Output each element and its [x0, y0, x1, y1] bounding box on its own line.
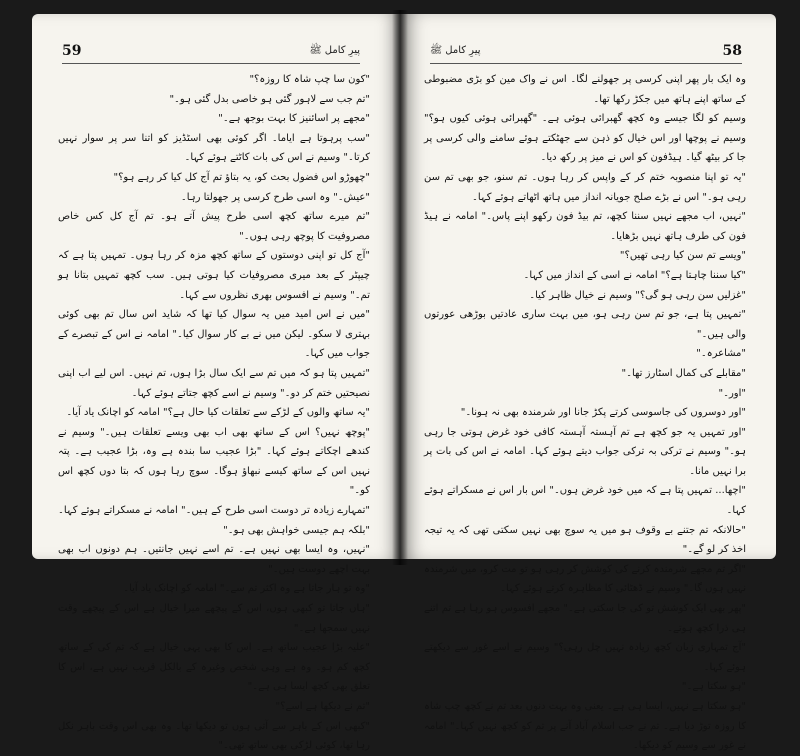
paragraph: "مقابلے کی کمال اسٹارز تھا۔": [621, 367, 746, 379]
paragraph: "آج کل تو اپنی دوستوں کے ساتھ کچھ مزہ کر رہا ہوں۔ تمہیں پتا ہے کہ چیپٹر کے بعد میری مصروفیات کیا ہوتی ہیں۔ سب کچھ تمہیں بتانا ہو تم۔" وسیم نے افسوس بھری نظروں سے کہا۔: [58, 250, 370, 301]
paragraph: "حالانکہ تم جتنے بے وقوف ہو میں یہ سوچ بھی نہیں سکتی تھی کہ یہ تیجہ اخذ کر لو گے۔": [424, 524, 746, 556]
paragraph: "تمہیں پتا ہو کہ میں تم سے ایک سال بڑا ہوں، تم نہیں۔ اس لیے اب اپنی نصیحتیں ختم کر دو۔" وسیم نے اسے کچھ جتاتے ہوئے کہا۔: [58, 367, 370, 399]
left-page-number: 59: [62, 43, 82, 59]
paragraph: وسیم کو لگا جیسے وہ کچھ گھبرائی ہوئی ہے۔ "گھبرائی ہوئی کیوں ہو؟" وسیم نے پوچھا اور اس خیال کو ذہن سے جھٹکتے ہوئے سامنے والی کرسی پر جا کر بیٹھ گیا۔ ہیڈفون کو اس نے میز پر رکھ دیا۔: [424, 113, 746, 164]
paragraph: "تم نے دیکھا ہے اسے؟": [275, 701, 370, 712]
paragraph: "علیہ بڑا عجیب ساتھ ہے۔ اس کا بھی یہی خیال ہے کہ تم کی کے ساتھ کچھ کم ہو۔ وہ ہے وہی شخص وغیرہ کے بالکل قریب نہیں ہے، اس کا تعلق بھی کچھ ایسا ہی ہے۔": [58, 642, 370, 693]
paragraph: "غزلیں سن رہی ہو گی؟" وسیم نے خیال ظاہر کیا۔: [529, 289, 746, 301]
right-page-header: [430, 42, 742, 64]
left-page: [32, 14, 400, 752]
paragraph: "تمہیں پتا ہے، جو تم سن رہی ہو، میں بہت ساری عادتیں بوڑھی عورتوں والی ہیں۔": [424, 309, 746, 340]
right-page-number: 58: [722, 43, 742, 59]
paragraph: "ویسے تم سن کیا رہی تھیں؟": [619, 250, 746, 262]
book-gutter-shadow: [392, 10, 408, 565]
paragraph: وہ ایک بار پھر اپنی کرسی پر جھولنے لگا۔ اس نے واک مین کو بڑی مضبوطی کے ساتھ اپنے ہاتھ میں جکڑ رکھا تھا۔: [424, 74, 746, 105]
right-page-body: [424, 70, 746, 752]
paragraph: "میں نے اس امید میں یہ سوال کیا تھا کہ شاید اس سال تم بھی کوئی بہتری لا سکو۔ لیکن میں نے بے کار سوال کیا۔" امامہ نے اس کے تبصرے کے جواب میں کہا۔: [58, 309, 370, 360]
paragraph: "اور تمہیں یہ جو کچھ ہے تم آہستہ آہستہ کافی خود غرض ہوتی جا رہی ہو۔" وسیم نے ترکی بہ ترکی جواب دیتے ہوئے کہا۔ امامہ نے اس کی بات پر برا نہیں مانا۔: [424, 426, 746, 477]
paragraph: "چھوڑو اس فضول بحث کو، یہ بتاؤ تم آج کل کیا کر رہے ہو؟": [113, 171, 370, 183]
paragraph: "ہاں جاتا تو کبھی ہوں، اس کے پیچھے میرا خیال ہے اس کے پیچھے وقت نہیں سمجھا ہے۔": [58, 603, 370, 634]
paragraph: "عیش۔" وہ اسی طرح کرسی پر جھولتا رہا۔: [180, 191, 370, 203]
paragraph: "پھر بھی ایک کوشش تو کی جا سکتی ہے۔" مجھے افسوس ہو رہا ہے تم اتنے ہی ذرا کچھ ہوتے۔: [424, 603, 746, 634]
paragraph: "یہ ساتھ والوں کے لڑکے سے تعلقات کیا حال ہے؟" امامہ کو اچانک یاد آیا۔: [66, 407, 370, 419]
paragraph: "کیا سننا چاہتا ہے؟" امامہ نے اسی کے انداز میں کہا۔: [523, 269, 746, 281]
paragraph: "تم میرے ساتھ کچھ اسی طرح پیش آتے ہو۔ تم آج کل کس خاص مصروفیت کا پوچھ رہی ہوں۔": [58, 211, 370, 242]
paragraph: "تم جب سے لاہور گئی ہو خاصی بدل گئی ہو۔": [169, 93, 370, 105]
paragraph: "یہ تو اپنا منصوبہ ختم کر کے واپس کر رہا ہوں۔ تم سنو، جو بھی تم سن رہی ہو۔" اس نے بڑے صلح جویانہ انداز میں ہاتھ اٹھاتے ہوئے کہا۔: [424, 171, 746, 203]
paragraph: "اگر تم مجھے شرمندہ کرنے کی کوشش کر رہی ہو تو مت کرو، میں شرمندہ نہیں ہوں گا۔" وسیم نے ڈھٹائی کا مظاہرہ کرتے ہوئے کہا۔: [424, 563, 746, 595]
paragraph: "تمہارے زیادہ تر دوست اسی طرح کے ہیں۔" امامہ نے مسکراتے ہوئے کہا۔ "بلکہ ہم جیسی خواہش بھی ہو۔": [58, 505, 370, 536]
paragraph: "پوچھ نہیں؟ اس کے ساتھ بھی اب بھی ویسے تعلقات ہیں۔" وسیم نے کندھے اچکاتے ہوئے کہا۔ "بڑا عجیب سا بندہ ہے وہ، بڑا عجیب ہے۔ پتہ نہیں اس کے ساتھ کیسے نبھاؤ ہوگا۔ سوچ رہا ہوں کہ بتا دوں کچھ اس کو۔": [58, 426, 370, 497]
left-page-header-title: پیرِ کامل ﷺ: [309, 45, 360, 56]
paragraph: "اور۔": [718, 387, 746, 399]
paragraph: "وہ تو ہار جاتا ہے وہ اکثر تم سے۔" امامہ کو اچانک یاد آیا۔: [123, 583, 370, 595]
paragraph: "ہو سکتا ہے نہیں، ایسا ہی ہے۔ یعنی وہ بہت دنوں بعد تم نے کچھ چپ شاہ کا روزہ توڑ دیا ہے۔ تم نے جب اسلام آباد آنے پر تم کو کچھ نہیں کہا۔" امامہ نے غور سے وسیم کو دیکھا۔: [424, 701, 746, 752]
left-page-header: [62, 42, 360, 64]
paragraph: "اچھا... تمہیں پتا ہے کہ میں خود غرض ہوں۔" اس بار اس نے مسکراتے ہوئے کہا۔: [424, 485, 746, 517]
paragraph: "کبھی اس کے باہر سے آتی ہوں تو دیکھا تھا۔ وہ بھی اس وقت باہر نکل رہا تھا، کوئی لڑکی بھی ساتھ تھی۔": [58, 720, 370, 752]
paragraph: "سب پرہوتا ہے ایاما۔ اگر کوئی بھی اسٹڈیز کو اتنا سر پر سوار نہیں کرتا۔" وسیم نے اس کی بات کاٹتے ہوئے کہا۔: [58, 132, 370, 164]
right-page: [400, 14, 776, 752]
paragraph: "آج تمہاری زبان کچھ زیادہ نہیں چل رہی؟" وسیم نے اسے غور سے دیکھتے ہوئے کہا۔: [424, 642, 746, 673]
paragraph: "مشاعرہ۔": [696, 348, 746, 360]
left-page-body: [58, 70, 370, 752]
paragraph: "نہیں، وہ ایسا بھی نہیں ہے۔ تم اسے نہیں جانتیں۔ ہم دونوں اب بھی بہت اچھے دوست ہیں۔": [58, 544, 370, 575]
paragraph: "اور دوسروں کی جاسوسی کرتے پکڑ جانا اور شرمندہ بھی نہ ہونا۔": [460, 407, 746, 419]
paragraph: "کون سا چپ شاہ کا روزہ؟": [249, 74, 370, 85]
paragraph: "ہو سکتا ہے۔": [681, 681, 746, 693]
paragraph: "نہیں، اب مجھے نہیں سننا کچھ، تم بیڈ فون رکھو اپنے پاس۔" امامہ نے ہیڈ فون کی طرف ہاتھ نہیں بڑھایا۔: [424, 211, 746, 242]
paragraph: "مجھے پر اسائنیز کا بہت بوجھ ہے۔": [218, 113, 370, 125]
right-page-header-title: پیرِ کامل ﷺ: [430, 45, 481, 56]
